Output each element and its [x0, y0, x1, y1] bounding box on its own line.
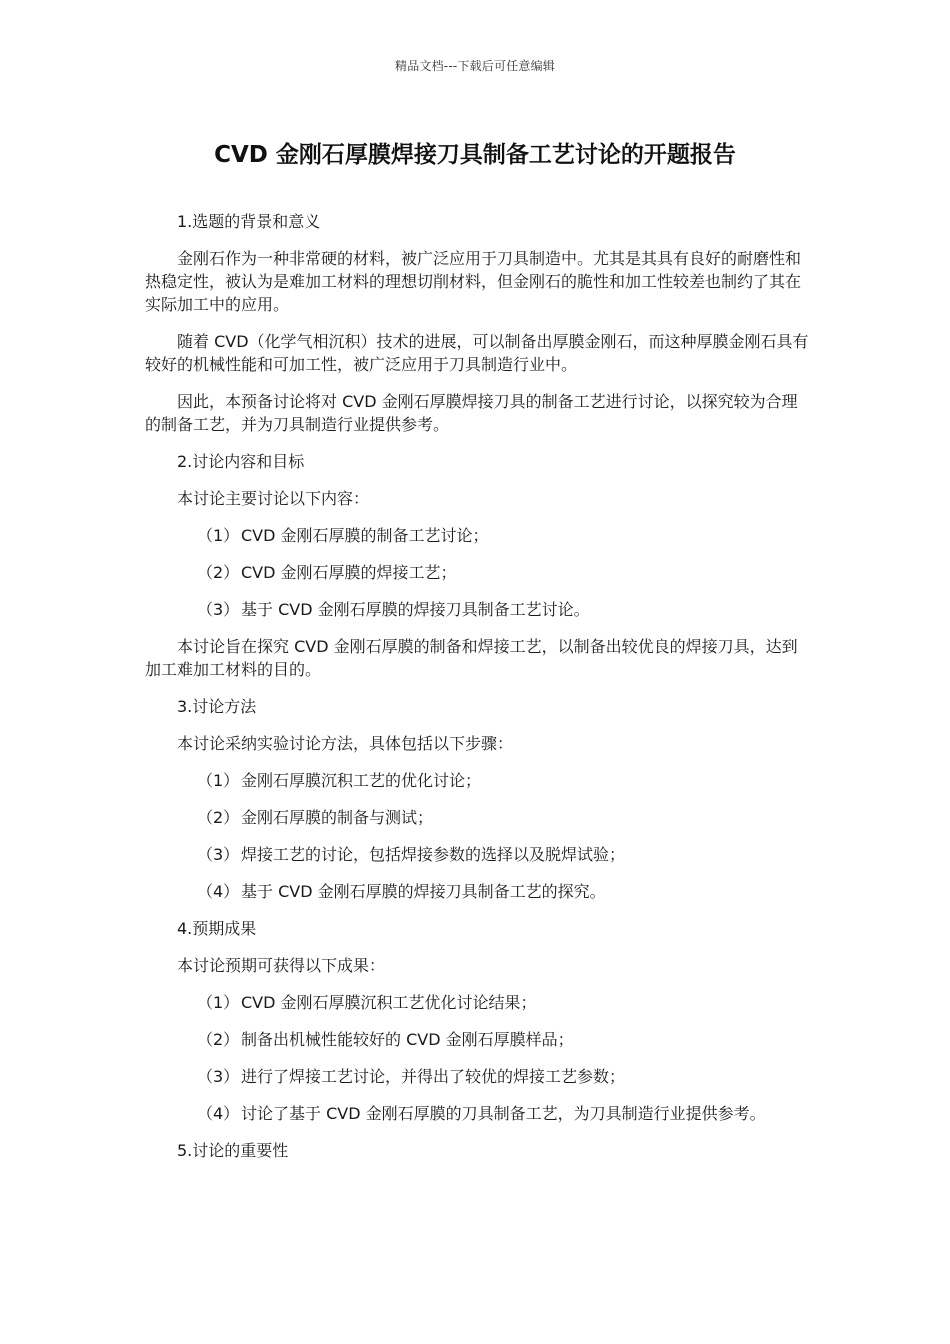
- document-title: CVD 金刚石厚膜焊接刀具制备工艺讨论的开题报告: [214, 142, 736, 168]
- list-item: [145, 1028, 810, 1051]
- paragraph: 金刚石作为一种非常硬的材料，被广泛应用于刀具制造中。尤其是其具有良好的耐磨性和热稳定性，被认为是难加工材料的理想切削材料，但金刚石的脆性和加工性较差也制约了其在实际加工中的应用。: [145, 249, 802, 314]
- list-text: CVD 金刚石厚膜沉积工艺优化讨论结果；: [241, 993, 537, 1012]
- list-number: （3）: [197, 845, 240, 864]
- list-number: （1）: [197, 771, 240, 790]
- list-item: [145, 880, 810, 903]
- list-text: CVD 金刚石厚膜的焊接工艺；: [241, 563, 457, 582]
- list-number: （4）: [197, 882, 240, 901]
- list-item: [145, 561, 810, 584]
- list-text: CVD 金刚石厚膜的制备工艺讨论；: [241, 526, 489, 545]
- list-number: （3）: [197, 1067, 240, 1086]
- list-text: 金刚石厚膜的制备与测试；: [241, 808, 434, 827]
- paragraph: 本讨论主要讨论以下内容：: [177, 489, 370, 508]
- list-item: [145, 769, 810, 792]
- list-item: [145, 1065, 810, 1088]
- paragraph: 本讨论采纳实验讨论方法，具体包括以下步骤：: [177, 734, 514, 753]
- list-number: （4）: [197, 1104, 240, 1123]
- list-item: [145, 991, 810, 1014]
- list-number: （1）: [197, 526, 240, 545]
- list-item: [145, 843, 810, 866]
- list-number: （2）: [197, 808, 240, 827]
- list-text: 焊接工艺的讨论，包括焊接参数的选择以及脱焊试验；: [241, 845, 626, 864]
- list-text: 基于 CVD 金刚石厚膜的焊接刀具制备工艺的探究。: [241, 882, 606, 901]
- document-body: [145, 210, 810, 1176]
- list-number: （3）: [197, 600, 240, 619]
- list-text: 制备出机械性能较好的 CVD 金刚石厚膜样品；: [241, 1030, 574, 1049]
- list-text: 讨论了基于 CVD 金刚石厚膜的刀具制备工艺，为刀具制造行业提供参考。: [241, 1104, 766, 1123]
- paragraph: 随着 CVD（化学气相沉积）技术的进展，可以制备出厚膜金刚石，而这种厚膜金刚石具有较好的机械性能和可加工性，被广泛应用于刀具制造行业中。: [145, 332, 809, 374]
- list-item: [145, 1102, 810, 1125]
- header-note: 精品文档---下载后可任意编辑: [395, 59, 555, 73]
- section-heading-5: 5.讨论的重要性: [177, 1141, 289, 1160]
- list-item: [145, 806, 810, 829]
- paragraph: 本讨论旨在探究 CVD 金刚石厚膜的制备和焊接工艺，以制备出较优良的焊接刀具，达到加工难加工材料的目的。: [145, 637, 798, 679]
- list-text: 基于 CVD 金刚石厚膜的焊接刀具制备工艺讨论。: [241, 600, 590, 619]
- section-heading-2: 2.讨论内容和目标: [177, 452, 305, 471]
- list-text: 金刚石厚膜沉积工艺的优化讨论；: [241, 771, 482, 790]
- section-heading-1: 1.选题的背景和意义: [177, 212, 321, 231]
- section-heading-3: 3.讨论方法: [177, 697, 257, 716]
- section-heading-4: 4.预期成果: [177, 919, 257, 938]
- list-item: [145, 598, 810, 621]
- list-number: （1）: [197, 993, 240, 1012]
- list-item: [145, 524, 810, 547]
- list-number: （2）: [197, 563, 240, 582]
- paragraph: 因此，本预备讨论将对 CVD 金刚石厚膜焊接刀具的制备工艺进行讨论，以探究较为合理的制备工艺，并为刀具制造行业提供参考。: [145, 392, 798, 434]
- paragraph: 本讨论预期可获得以下成果：: [177, 956, 386, 975]
- list-number: （2）: [197, 1030, 240, 1049]
- list-text: 进行了焊接工艺讨论，并得出了较优的焊接工艺参数；: [241, 1067, 626, 1086]
